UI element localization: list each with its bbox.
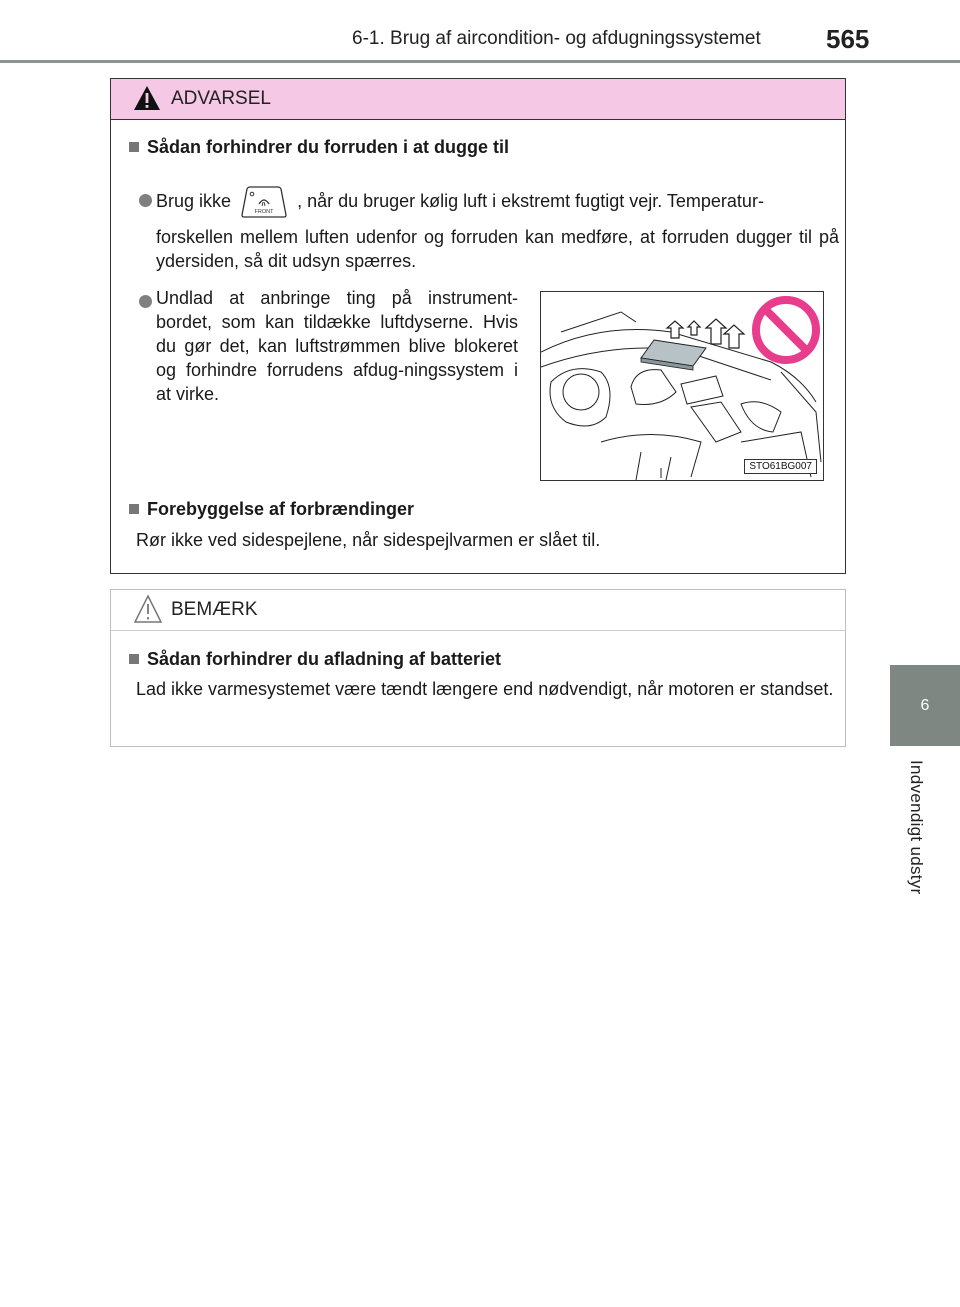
- chapter-title: Indvendigt udstyr: [907, 760, 926, 895]
- warning-title: ADVARSEL: [171, 88, 271, 109]
- notice-box: [110, 589, 846, 747]
- notice-text: Lad ikke varmesystemet være tændt længere end nødvendigt, når motoren er standset.: [136, 679, 834, 699]
- heading-text: Sådan forhindrer du afladning af batteriet: [147, 649, 502, 669]
- bullet2-text: Undlad at anbringe ting på instrument-bordet, som kan tildække luftdyserne. Hvis du gør det, kan luftstrømmen blive blokeret og forhindre forrudens afdug-ningssystem i at virke.: [156, 288, 518, 404]
- burns-text: Rør ikke ved sidespejlene, når sidespejlvarmen er slået til.: [136, 530, 601, 550]
- prohibition-icon: [756, 300, 816, 360]
- bullet1-text-after: , når du bruger kølig luft i ekstremt fugtigt vejr. Temperatur-: [297, 190, 764, 211]
- page-header-section: 6-1. Brug af aircondition- og afdugningssystemet: [352, 28, 761, 49]
- warning-heading-burns: [129, 499, 414, 520]
- header-rule: [0, 60, 960, 63]
- dashboard-drawing: [541, 292, 823, 480]
- caution-triangle-icon: [133, 594, 163, 624]
- bullet-dot-icon: [139, 295, 152, 308]
- page-number: 565: [826, 24, 870, 54]
- warning-box: [110, 78, 846, 574]
- bullet1-text-before: Brug ikke: [156, 190, 232, 211]
- heading-text: Sådan forhindrer du forruden i at dugge til: [147, 137, 510, 157]
- chapter-tab: [890, 665, 960, 746]
- square-bullet-icon: [129, 142, 139, 152]
- front-label: FRONT: [254, 209, 274, 215]
- chapter-number: 6: [920, 697, 930, 714]
- bullet-dot-icon: [139, 194, 152, 207]
- square-bullet-icon: [129, 504, 139, 514]
- notice-title: BEMÆRK: [171, 599, 258, 620]
- heading-text: Forebyggelse af forbrændinger: [147, 499, 415, 519]
- notice-heading: [129, 649, 501, 670]
- bullet1-line: [156, 185, 846, 219]
- bullet1-continuation: forskellen mellem luften udenfor og forruden kan medføre, at forruden dugger til på ydersiden, så dit udsyn spærres.: [156, 227, 839, 271]
- front-defroster-button-icon: [240, 185, 288, 219]
- illustration-code: STO61BG007: [744, 459, 817, 474]
- dashboard-illustration: [540, 291, 824, 481]
- square-bullet-icon: [129, 654, 139, 664]
- warning-heading-defog: [129, 137, 509, 158]
- notice-header: [111, 590, 845, 631]
- warning-header: [111, 79, 845, 120]
- warning-triangle-icon: [133, 85, 161, 111]
